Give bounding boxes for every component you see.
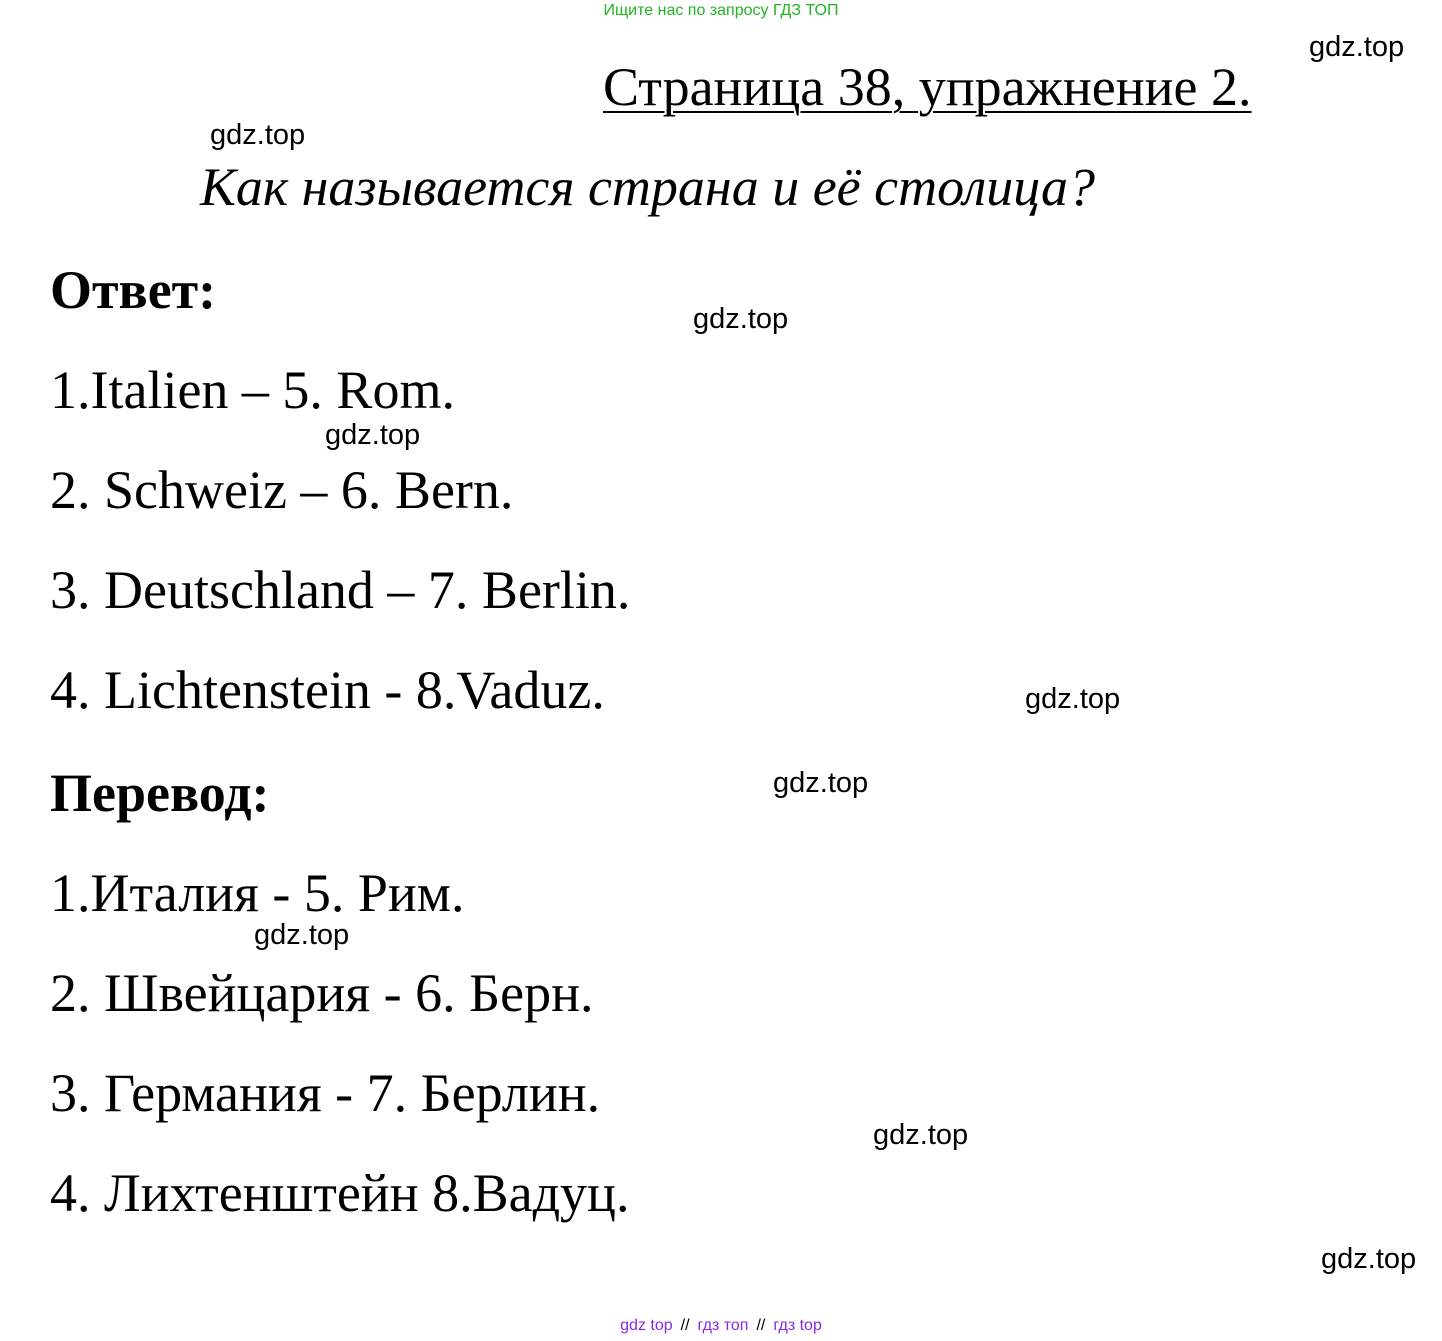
- watermark: gdz.top: [1321, 1243, 1417, 1275]
- translation-line-1: 1.Италия - 5. Рим.: [50, 863, 465, 923]
- answer-heading: Ответ:: [50, 260, 217, 320]
- translation-line-2: 2. Швейцария - 6. Берн.: [50, 963, 594, 1023]
- answer-line-1: 1.Italien – 5. Rom.: [50, 360, 455, 420]
- translation-heading: Перевод:: [50, 763, 270, 823]
- translation-line-3: 3. Германия - 7. Берлин.: [50, 1063, 601, 1123]
- top-banner: Ищите нас по запросу ГДЗ ТОП: [603, 2, 839, 19]
- answer-line-4: 4. Lichtenstein - 8.Vaduz.: [50, 660, 605, 720]
- answer-line-2: 2. Schweiz – 6. Bern.: [50, 460, 514, 520]
- watermark: gdz.top: [210, 119, 306, 151]
- footer-link-gdz-top-cyrillic[interactable]: гдз топ: [697, 1317, 749, 1334]
- translation-line-4: 4. Лихтенштейн 8.Вадуц.: [50, 1163, 630, 1223]
- footer-links: [0, 1315, 1442, 1337]
- watermark: gdz.top: [325, 419, 421, 451]
- watermark: gdz.top: [873, 1119, 969, 1151]
- footer-separator: //: [756, 1317, 766, 1334]
- page-title: Страница 38, упражнение 2.: [603, 57, 1252, 117]
- watermark: gdz.top: [1309, 31, 1405, 63]
- footer-separator: //: [680, 1317, 690, 1334]
- exercise-question: Как называется страна и её столица?: [200, 157, 1095, 217]
- watermark: gdz.top: [1025, 683, 1121, 715]
- footer-link-gdz-top[interactable]: gdz top: [620, 1317, 673, 1334]
- answer-line-3: 3. Deutschland – 7. Berlin.: [50, 560, 631, 620]
- watermark: gdz.top: [254, 919, 350, 951]
- watermark: gdz.top: [773, 767, 869, 799]
- watermark: gdz.top: [693, 303, 789, 335]
- footer-link-gdz-top-mixed[interactable]: гдз top: [773, 1317, 822, 1334]
